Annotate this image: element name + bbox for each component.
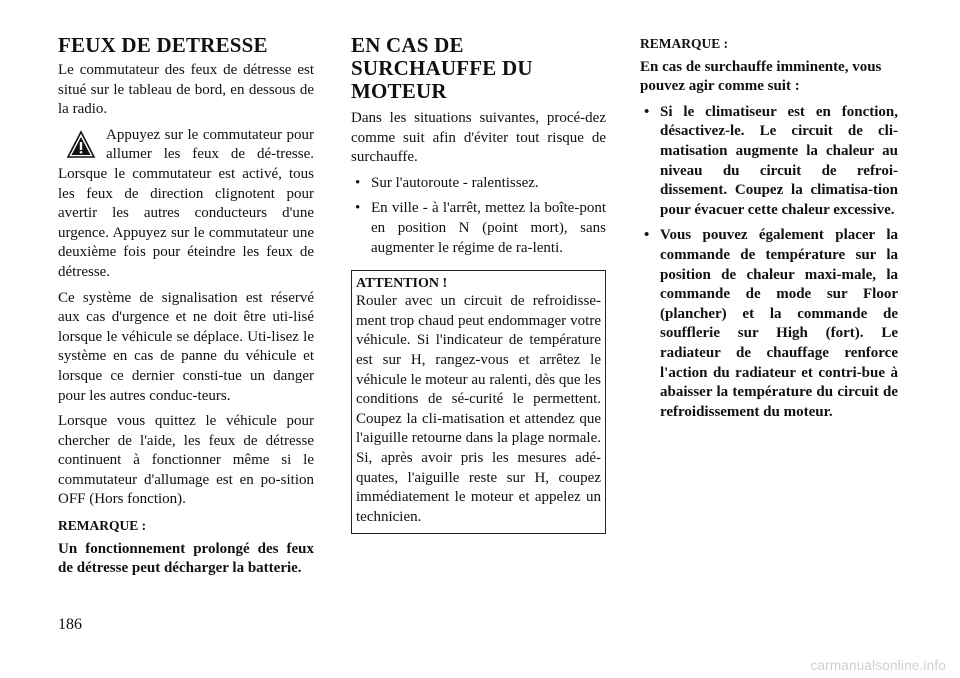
attention-box — [351, 270, 606, 534]
warning-triangle-icon — [66, 130, 96, 160]
overheat-remark-bullets — [640, 103, 898, 423]
hazard-usage-paragraph: Appuyez sur le commutateur pour allumer les feux de dé-tresse. Lorsque le commutateur est activé, tous les feux de direction clignotent pour avertir les autres conducteurs d'une urgence. Appuyez sur le commutateur une deuxième fois pour éteindre les feux de détresse. — [58, 126, 314, 280]
overheat-intro-paragraph: Dans les situations suivantes, procé-dez comme suit afin d'éviter tout risque de surchauffe. — [351, 110, 606, 166]
overheat-bullet-list — [351, 174, 606, 258]
page-number: 186 — [58, 616, 82, 633]
section-title-hazard-lights: FEUX DE DETRESSE — [58, 33, 268, 57]
attention-text: Rouler avec un circuit de refroidisse-ment trop chaud peut endommager votre véhicule. Si l'indicateur de température est sur H, rangez-vous et arrêtez le véhicule le moteur au ralenti, dès que les conditions de sé-curité le permettent. Coupez la cli-matisation et attendez que l'aiguille retourne dans la plage normale. Si, après avoir pris les mesures adé-quates, l'aiguille reste sur H, coupez immédiatement le moteur et appelez un technicien. — [356, 293, 601, 525]
hazard-emergency-paragraph: Ce système de signalisation est réservé aux cas d'urgence et ne doit être uti-lisé lorsque le véhicule se déplace. Uti-lisez le système en cas de panne du véhicule et lorsque ce dernier consti-tue un danger pour les autres conduc-teurs. — [58, 289, 314, 404]
watermark: carmanualsonline.info — [810, 658, 946, 673]
list-item: • Vous pouvez également placer la commande de température sur la position de chaleur maxi-male, la commande de mode sur Floor (plancher) et la commande de soufflerie sur High (fort). Le radiateur de chauffage renforce l'action du radiateur et contri-bue à abaisser la température du circuit de refroidissement du moteur. — [640, 226, 898, 422]
remark-label: REMARQUE : — [58, 518, 147, 534]
column-engine-overheat — [351, 34, 606, 534]
column-overheat-remark — [640, 34, 898, 428]
attention-title: ATTENTION ! — [356, 276, 448, 292]
list-item: • En ville - à l'arrêt, mettez la boîte-pont en position N (point mort), sans augmenter le régime de ra-lenti. — [351, 199, 606, 258]
hazard-usage-block — [58, 126, 314, 283]
remark-battery-text: Un fonctionnement prolongé des feux de détresse peut décharger la batterie. — [58, 540, 314, 577]
hazard-location-paragraph: Le commutateur des feux de détresse est situé sur le tableau de bord, en dessous de la radio. — [58, 62, 314, 118]
hazard-leave-vehicle-paragraph: Lorsque vous quittez le véhicule pour chercher de l'aide, les feux de détresse continuent à fonctionner même si le commutateur d'allumage est en po-sition OFF (Hors fonction). — [58, 413, 314, 508]
column-hazard-lights — [58, 34, 314, 585]
remark-label: REMARQUE : — [640, 36, 729, 51]
section-title-engine-overheat: EN CAS DE SURCHAUFFE DU MOTEUR — [351, 33, 533, 103]
list-item: • Si le climatiseur est en fonction, désactivez-le. Le circuit de cli-matisation augmente la chaleur au niveau du circuit de refroi-dissement. Coupez la climatisa-tion pour évacuer cette chaleur excessive. — [640, 103, 898, 221]
list-item: • Sur l'autoroute - ralentissez. — [351, 174, 606, 194]
overheat-remark-intro: En cas de surchauffe imminente, vous pouvez agir comme suit : — [640, 58, 882, 95]
